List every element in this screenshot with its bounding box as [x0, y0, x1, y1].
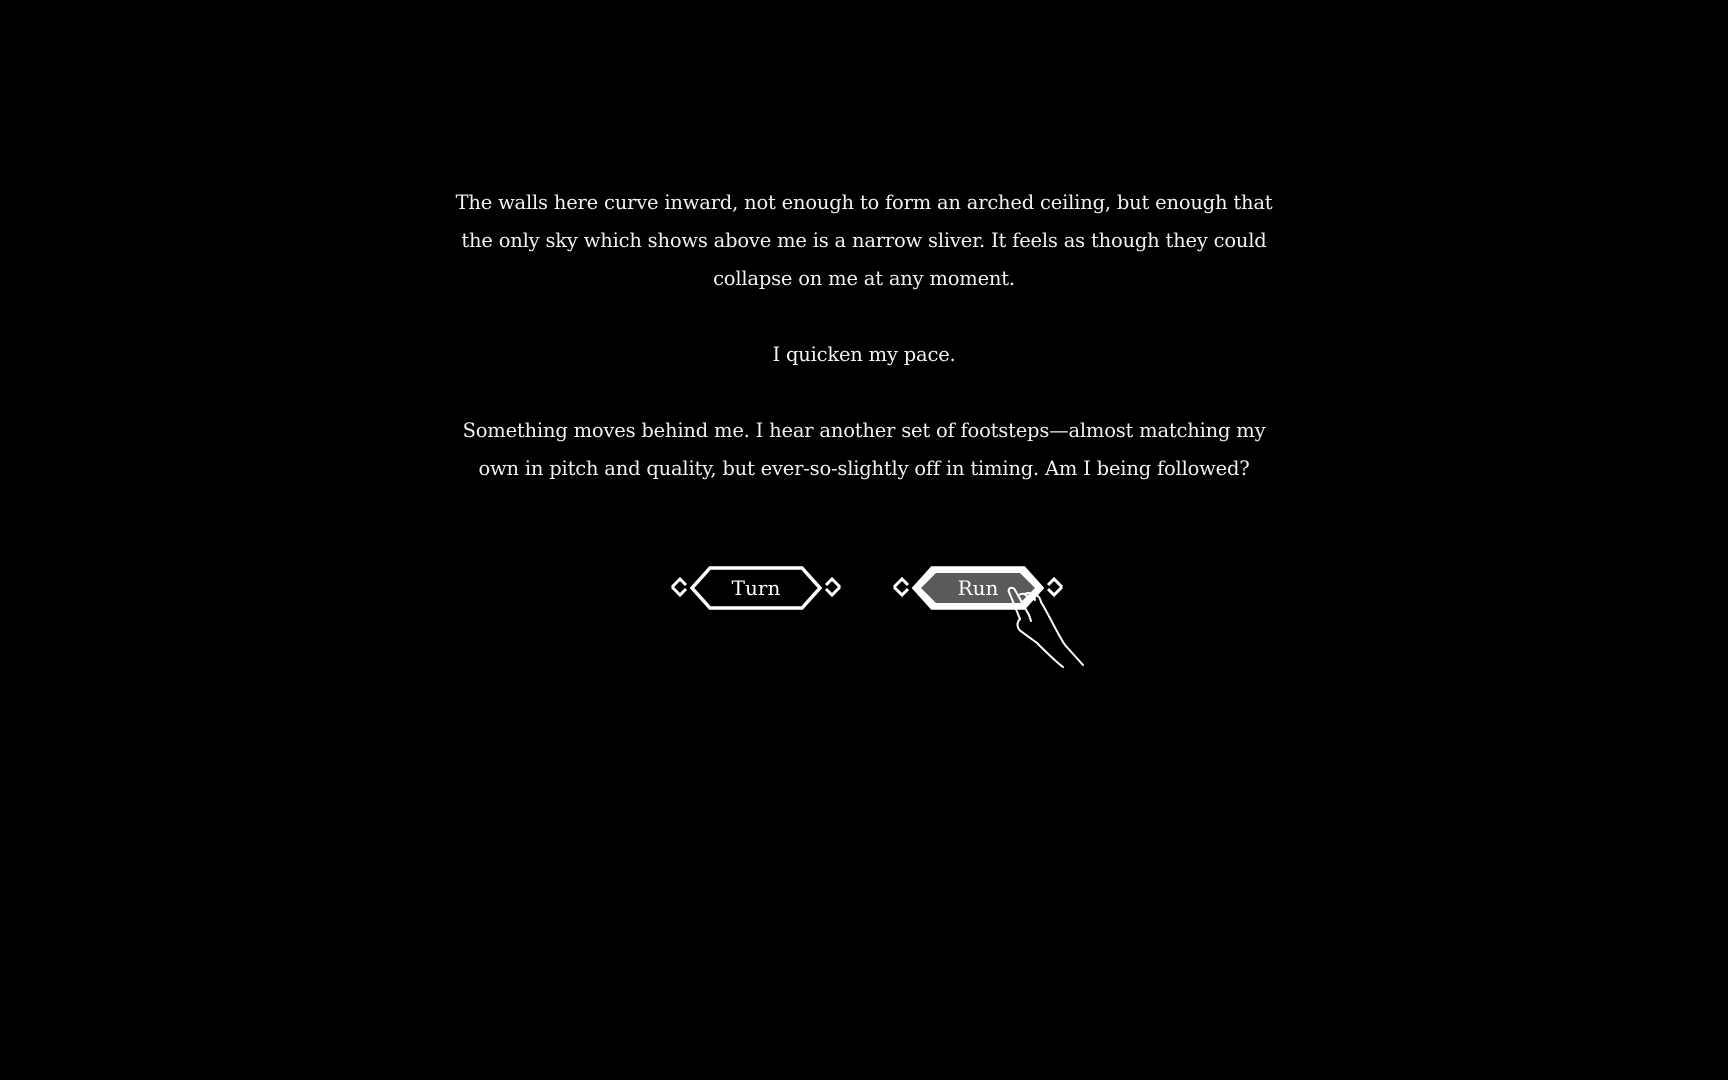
story-text [454, 184, 1274, 526]
story-paragraph-1: The walls here curve inward, not enough to form an arched ceiling, but enough that the only sky which shows above me is a narrow sliver. It feels as though they could collapse on me at any moment. [455, 191, 1273, 290]
choice-turn-button[interactable] [666, 565, 846, 611]
choice-run-label: Run [957, 576, 999, 600]
choice-list [0, 565, 1728, 685]
story-paragraph-3: Something moves behind me. I hear another set of footsteps—almost matching my own in pitch and quality, but ever-so-slightly off in timing. Am I being followed? [462, 419, 1266, 480]
story-paragraph-2: I quicken my pace. [772, 343, 956, 366]
choice-run-button[interactable] [888, 565, 1068, 611]
choice-turn-label: Turn [731, 576, 781, 600]
